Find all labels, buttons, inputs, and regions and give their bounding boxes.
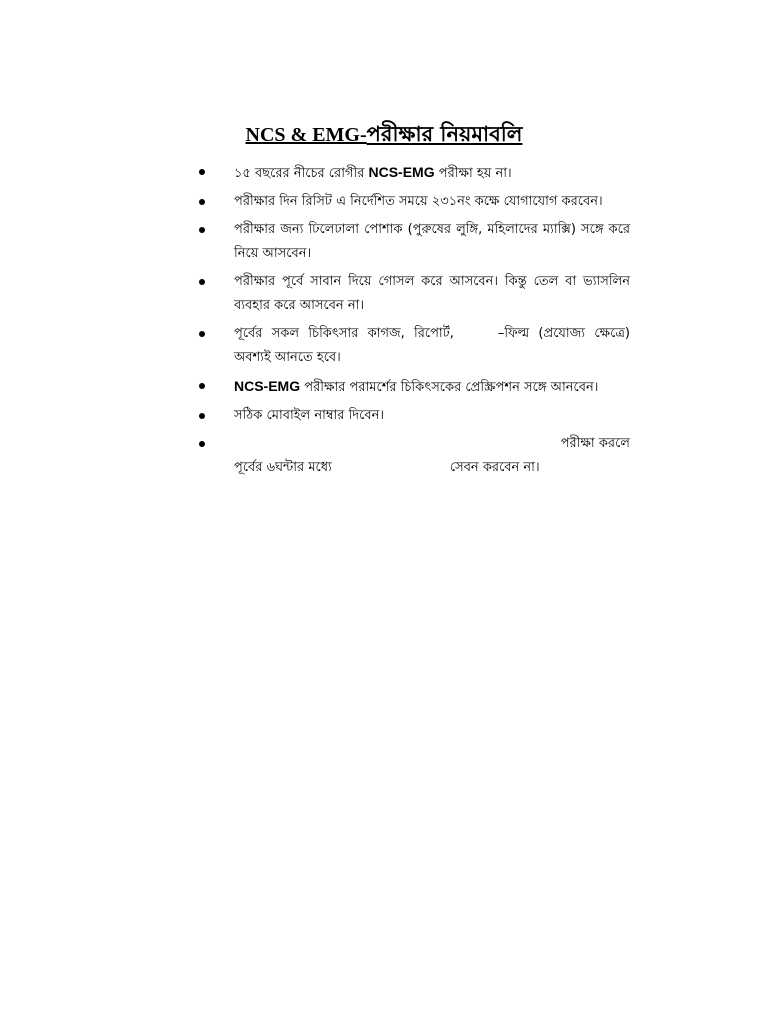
rule-7-text: সঠিক মোবাইল নাম্বার দিবেন।: [234, 408, 384, 423]
rule-item-3: [196, 218, 630, 266]
bullet-icon: [199, 331, 205, 337]
rule-item-2: [196, 190, 630, 214]
rule-1-text-before: ১৫ বছরের নীচের রোগীর: [234, 166, 369, 181]
rule-5-text-after: –ফিল্ম (প্রযোজ্য ক্ষেত্রে) অবশ্যই আনতে হবে।: [234, 326, 630, 365]
page-title: [0, 120, 768, 149]
bullet-icon: [199, 383, 205, 389]
rule-8-line-1: পরীক্ষা করলে: [560, 436, 630, 451]
rule-4-text: পরীক্ষার পূর্বে সাবান দিয়ে গোসল করে আসবেন। কিন্তু তেল বা ভ্যাসলিন ব্যবহার করে আসবেন না।: [234, 274, 630, 313]
rule-item-6: [196, 374, 630, 400]
title-bengali: পরীক্ষার নিয়মাবলি: [366, 122, 523, 146]
rule-item-8: [196, 432, 630, 480]
bullet-icon: [199, 279, 205, 285]
bullet-icon: [199, 169, 205, 175]
rule-6-text-after: পরীক্ষার পরামর্শের চিকিৎসকের প্রেস্ক্রিপশন সঙ্গে আনবেন।: [300, 380, 599, 395]
rule-3-text: পরীক্ষার জন্য ঢিলেঢালা পোশাক (পুরুষের লুঙ্গি, মহিলাদের ম্যাক্সি) সঙ্গে করে নিয়ে আসবেন।: [234, 222, 630, 261]
bullet-icon: [199, 413, 205, 419]
rule-1-bold: NCS-EMG: [368, 164, 435, 180]
bullet-icon: [199, 227, 205, 233]
rule-6-bold: NCS-EMG: [234, 378, 301, 394]
rule-1-text-after: পরীক্ষা হয় না।: [434, 166, 512, 181]
rule-8-line-2-before: পূর্বের ৬ঘন্টার মধ্যে: [234, 460, 332, 475]
rule-item-4: [196, 270, 630, 318]
rule-5-text-before: পূর্বের সকল চিকিৎসার কাগজ, রিপোর্ট,: [234, 326, 454, 341]
rule-item-1: [196, 160, 630, 186]
rules-list: [196, 160, 630, 484]
rule-2-text: পরীক্ষার দিন রিসিট এ নির্দেশিত সময়ে ২৩১নং কক্ষে যোগাযোগ করবেন।: [234, 194, 603, 209]
bullet-icon: [199, 441, 205, 447]
rule-item-5: [196, 322, 630, 370]
bullet-icon: [199, 199, 205, 205]
title-latin: NCS & EMG-: [245, 124, 367, 146]
rule-8-line-2-after: সেবন করবেন না।: [449, 460, 540, 475]
rule-item-7: [196, 404, 630, 428]
